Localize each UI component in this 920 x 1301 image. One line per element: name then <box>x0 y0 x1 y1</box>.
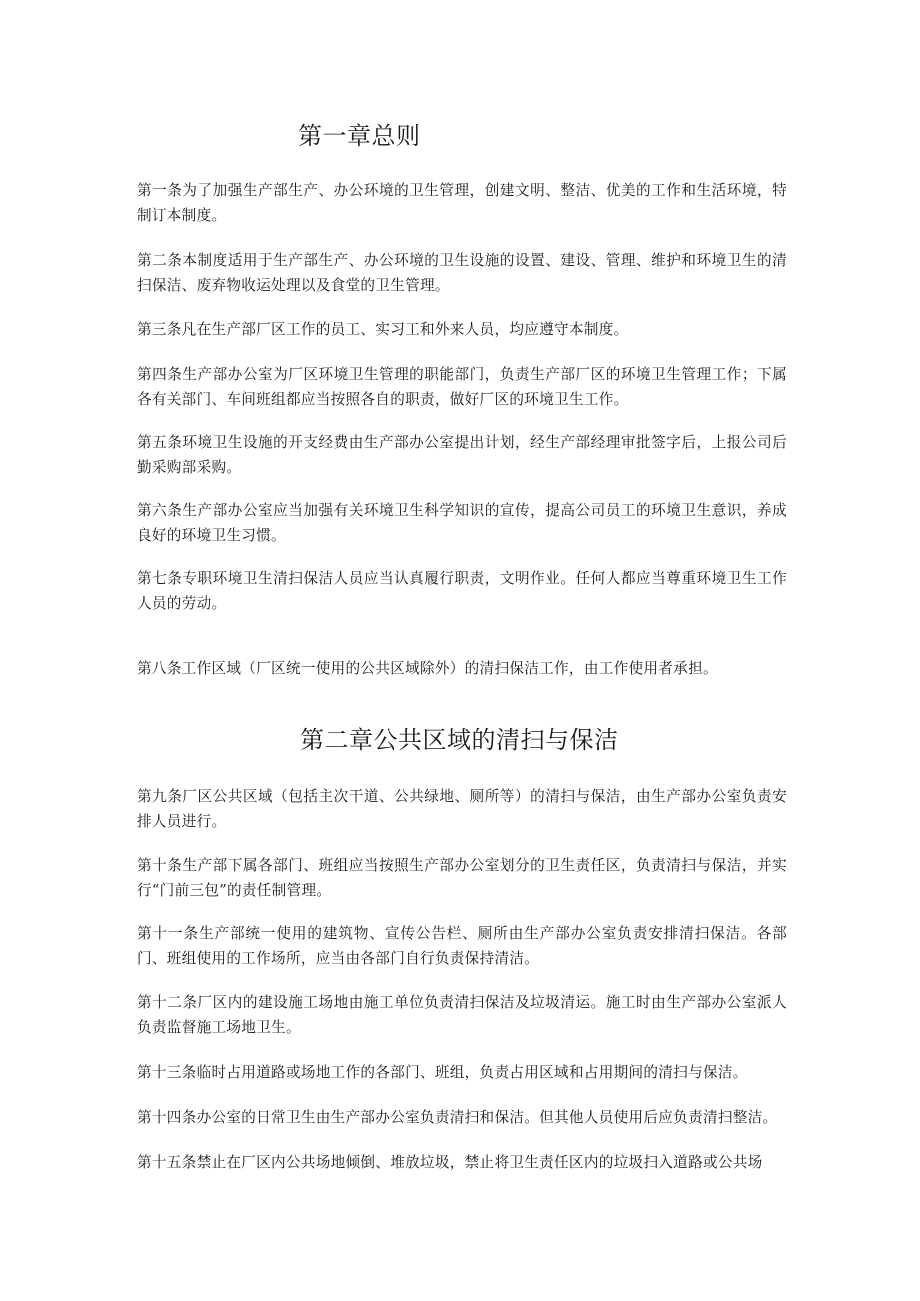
chapter-2-title: 第二章公共区域的清扫与保洁 <box>300 726 619 754</box>
article-12: 第十二条厂区内的建设施工场地由施工单位负责清扫保洁及垃圾清运。施工时由生产部办公室派人负责监督施工场地卫生。 <box>137 994 787 1036</box>
article-2: 第二条本制度适用于生产部生产、办公环境的卫生设施的设置、建设、管理、维护和环境卫生的清扫保洁、废弃物收运处理以及食堂的卫生管理。 <box>137 252 787 294</box>
article-3: 第三条凡在生产部厂区工作的员工、实习工和外来人员，均应遵守本制度。 <box>137 321 629 338</box>
article-9: 第九条厂区公共区域（包括主次干道、公共绿地、厕所等）的清扫与保洁，由生产部办公室负责安排人员进行。 <box>137 788 787 830</box>
article-14: 第十四条办公室的日常卫生由生产部办公室负责清扫和保洁。但其他人员使用后应负责清扫整洁。 <box>137 1109 778 1126</box>
article-15: 第十五条禁止在厂区内公共场地倾倒、堆放垃圾，禁止将卫生责任区内的垃圾扫入道路或公共场 <box>137 1154 763 1171</box>
article-5: 第五条环境卫生设施的开支经费由生产部办公室提出计划，经生产部经理审批签字后，上报公司后勤采购部采购。 <box>137 434 787 476</box>
article-13: 第十三条临时占用道路或场地工作的各部门、班组，负责占用区域和占用期间的清扫与保洁。 <box>137 1064 748 1081</box>
article-7: 第七条专职环境卫生清扫保洁人员应当认真履行职责，文明作业。任何人都应当尊重环境卫生工作人员的劳动。 <box>137 570 787 612</box>
chapter-1-title: 第一章总则 <box>298 122 421 150</box>
article-10: 第十条生产部下属各部门、班组应当按照生产部办公室划分的卫生责任区，负责清扫与保洁，并实行“门前三包”的责任制管理。 <box>137 857 787 899</box>
article-8: 第八条工作区域（厂区统一使用的公共区域除外）的清扫保洁工作，由工作使用者承担。 <box>137 660 718 677</box>
article-1: 第一条为了加强生产部生产、办公环境的卫生管理，创建文明、整洁、优美的工作和生活环境，特制订本制度。 <box>137 182 787 224</box>
article-4: 第四条生产部办公室为厂区环境卫生管理的职能部门，负责生产部厂区的环境卫生管理工作；下属各有关部门、车间班组都应当按照各自的职责，做好厂区的环境卫生工作。 <box>137 366 787 408</box>
article-11: 第十一条生产部统一使用的建筑物、宣传公告栏、厕所由生产部办公室负责安排清扫保洁。各部门、班组使用的工作场所，应当由各部门自行负责保持清洁。 <box>137 925 787 967</box>
article-6: 第六条生产部办公室应当加强有关环境卫生科学知识的宣传，提高公司员工的环境卫生意识，养成良好的环境卫生习惯。 <box>137 502 787 544</box>
